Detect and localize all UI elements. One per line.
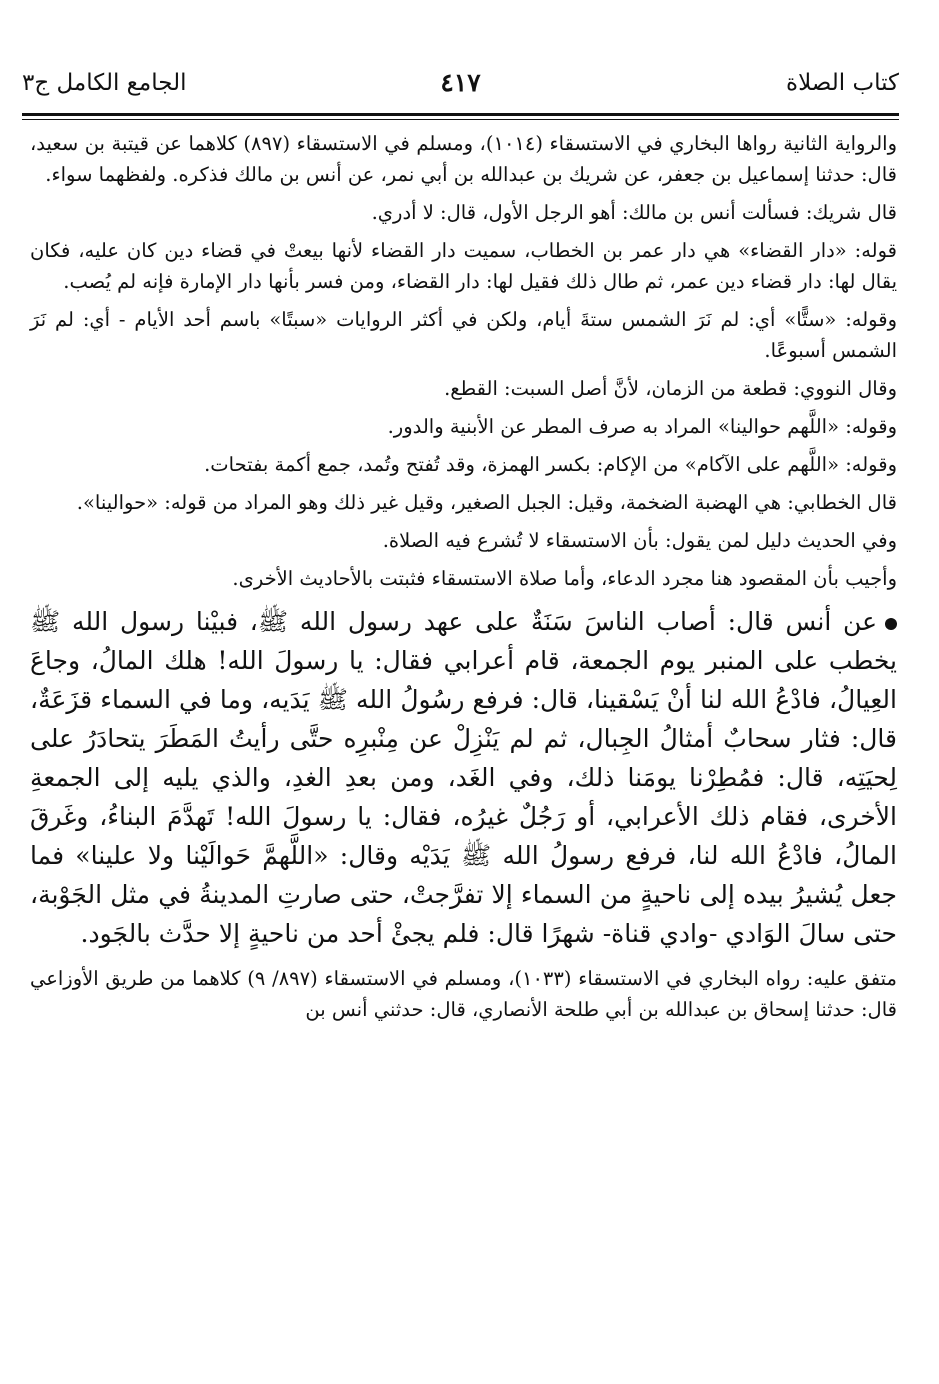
header-rule-thick bbox=[22, 113, 899, 116]
paragraph-sharik: قال شريك: فسألت أنس بن مالك: أهو الرجل الأول، قال: لا أدري. bbox=[371, 201, 897, 224]
bullet-icon bbox=[885, 618, 897, 630]
book-section-title: كتاب الصلاة bbox=[786, 70, 899, 96]
paragraph-khattabi: قال الخطابي: هي الهضبة الضخمة، وقيل: الجبل الصغير، وقيل غير ذلك وهو المراد من قوله: «حوالينا». bbox=[76, 491, 897, 514]
paragraph-dalil: وفي الحديث دليل لمن يقول: بأن الاستسقاء لا تُشرع فيه الصلاة. bbox=[382, 529, 897, 552]
paragraph-nawawi: وقال النووي: قطعة من الزمان، لأنَّ أصل السبت: القطع. bbox=[444, 377, 897, 400]
paragraph-ujeeb: وأجيب بأن المقصود هنا مجرد الدعاء، وأما صلاة الاستسقاء فثبتت بالأحاديث الأخرى. bbox=[232, 567, 897, 590]
hadith-text: عن أنس قال: أصاب الناسَ سَنَةٌ على عهد رسول الله ﷺ، فبيْنا رسول الله ﷺ يخطب على المنبر يوم الجمعة، قام أعرابي فقال: يا رسولَ الله! هلك المالُ، وجاعَ العِيالُ، فادْعُ الله لنا أنْ يَسْقينا، قال: فرفع رسُولُ الله ﷺ يَدَيه، وما في السماء قزَعَةٌ، قال: فثار سحابٌ أمثالُ الجِبال، ثم لم يَنْزِلْ عن مِنْبرِه حتَّى رأيتُ المَطَرَ يتحادَرُ على لِحيَتِه، قال: فمُطِرْنا يومَنا ذلك، وفي الغَد، ومن بعدِ الغدِ، والذي يليه إلى الجمعةِ الأخرى، فقام ذلك الأعرابي، أو رَجُلٌ غيرُه، فقال: يا رسولَ الله! تَهدَّمَ البناءُ، وغَرقَ المالُ، فادْعُ الله لنا، فرفع رسولُ الله ﷺ يَدَيْه وقال: «اللَّهمَّ حَوالَيْنا ولا علينا» فما جعل يُشيرُ بيده إلى ناحيةٍ من السماء إلا تفرَّجتْ، حتى صارتِ المدينةُ في مثل الجَوْبة، حتى سالَ الوَادي -وادي قناة- شهرًا قال: فلم يجئْ أحد من ناحيةٍ إلا حدَّث بالجَود. bbox=[30, 607, 897, 948]
page-header bbox=[22, 66, 899, 110]
paragraph-akam: وقوله: «اللَّهم على الآكام» من الإكام: بكسر الهمزة، وقد تُفتح وتُمد، جمع أكمة بفتحات. bbox=[204, 453, 897, 476]
page-body bbox=[30, 128, 897, 1025]
page-number: ٤١٧ bbox=[440, 68, 481, 97]
takhrij-paragraph: متفق عليه: رواه البخاري في الاستسقاء (١٠٣٣)، ومسلم في الاستسقاء (٨٩٧/ ٩) كلاهما من طريق الأوزاعي قال: حدثنا إسحاق بن عبدالله بن أبي طلحة الأنصاري، قال: حدثني أنس بن bbox=[30, 967, 897, 1021]
hadith-block bbox=[30, 602, 897, 953]
paragraph-hawalayna: وقوله: «اللَّهم حوالينا» المراد به صرف المطر عن الأبنية والدور. bbox=[387, 415, 897, 438]
header-rule-thin bbox=[22, 119, 899, 120]
paragraph-sitta: وقوله: «ستًّا» أي: لم نَرَ الشمس ستةَ أيام، ولكن في أكثر الروايات «سبتًا» باسم أحد الأيام - أي: لم نَرَ الشمس أسبوعًا. bbox=[30, 308, 897, 362]
volume-title: الجامع الكامل ج٣ bbox=[22, 70, 187, 96]
paragraph-dar-alqada: قوله: «دار القضاء» هي دار عمر بن الخطاب، سميت دار القضاء لأنها بيعتْ في قضاء دين كان عليه، فكان يقال لها: دار قضاء دين عمر، ثم طال ذلك فقيل لها: دار القضاء، ومن فسر بأنها دار الإمارة فإنه لم يُصب. bbox=[30, 239, 897, 293]
paragraph-narration: والرواية الثانية رواها البخاري في الاستسقاء (١٠١٤)، ومسلم في الاستسقاء (٨٩٧) كلاهما عن قيتبة بن سعيد، قال: حدثنا إسماعيل بن جعفر، عن شريك بن عبدالله بن أبي نمر، عن أنس بن مالك فذكره. ولفظهما سواء. bbox=[30, 132, 897, 186]
